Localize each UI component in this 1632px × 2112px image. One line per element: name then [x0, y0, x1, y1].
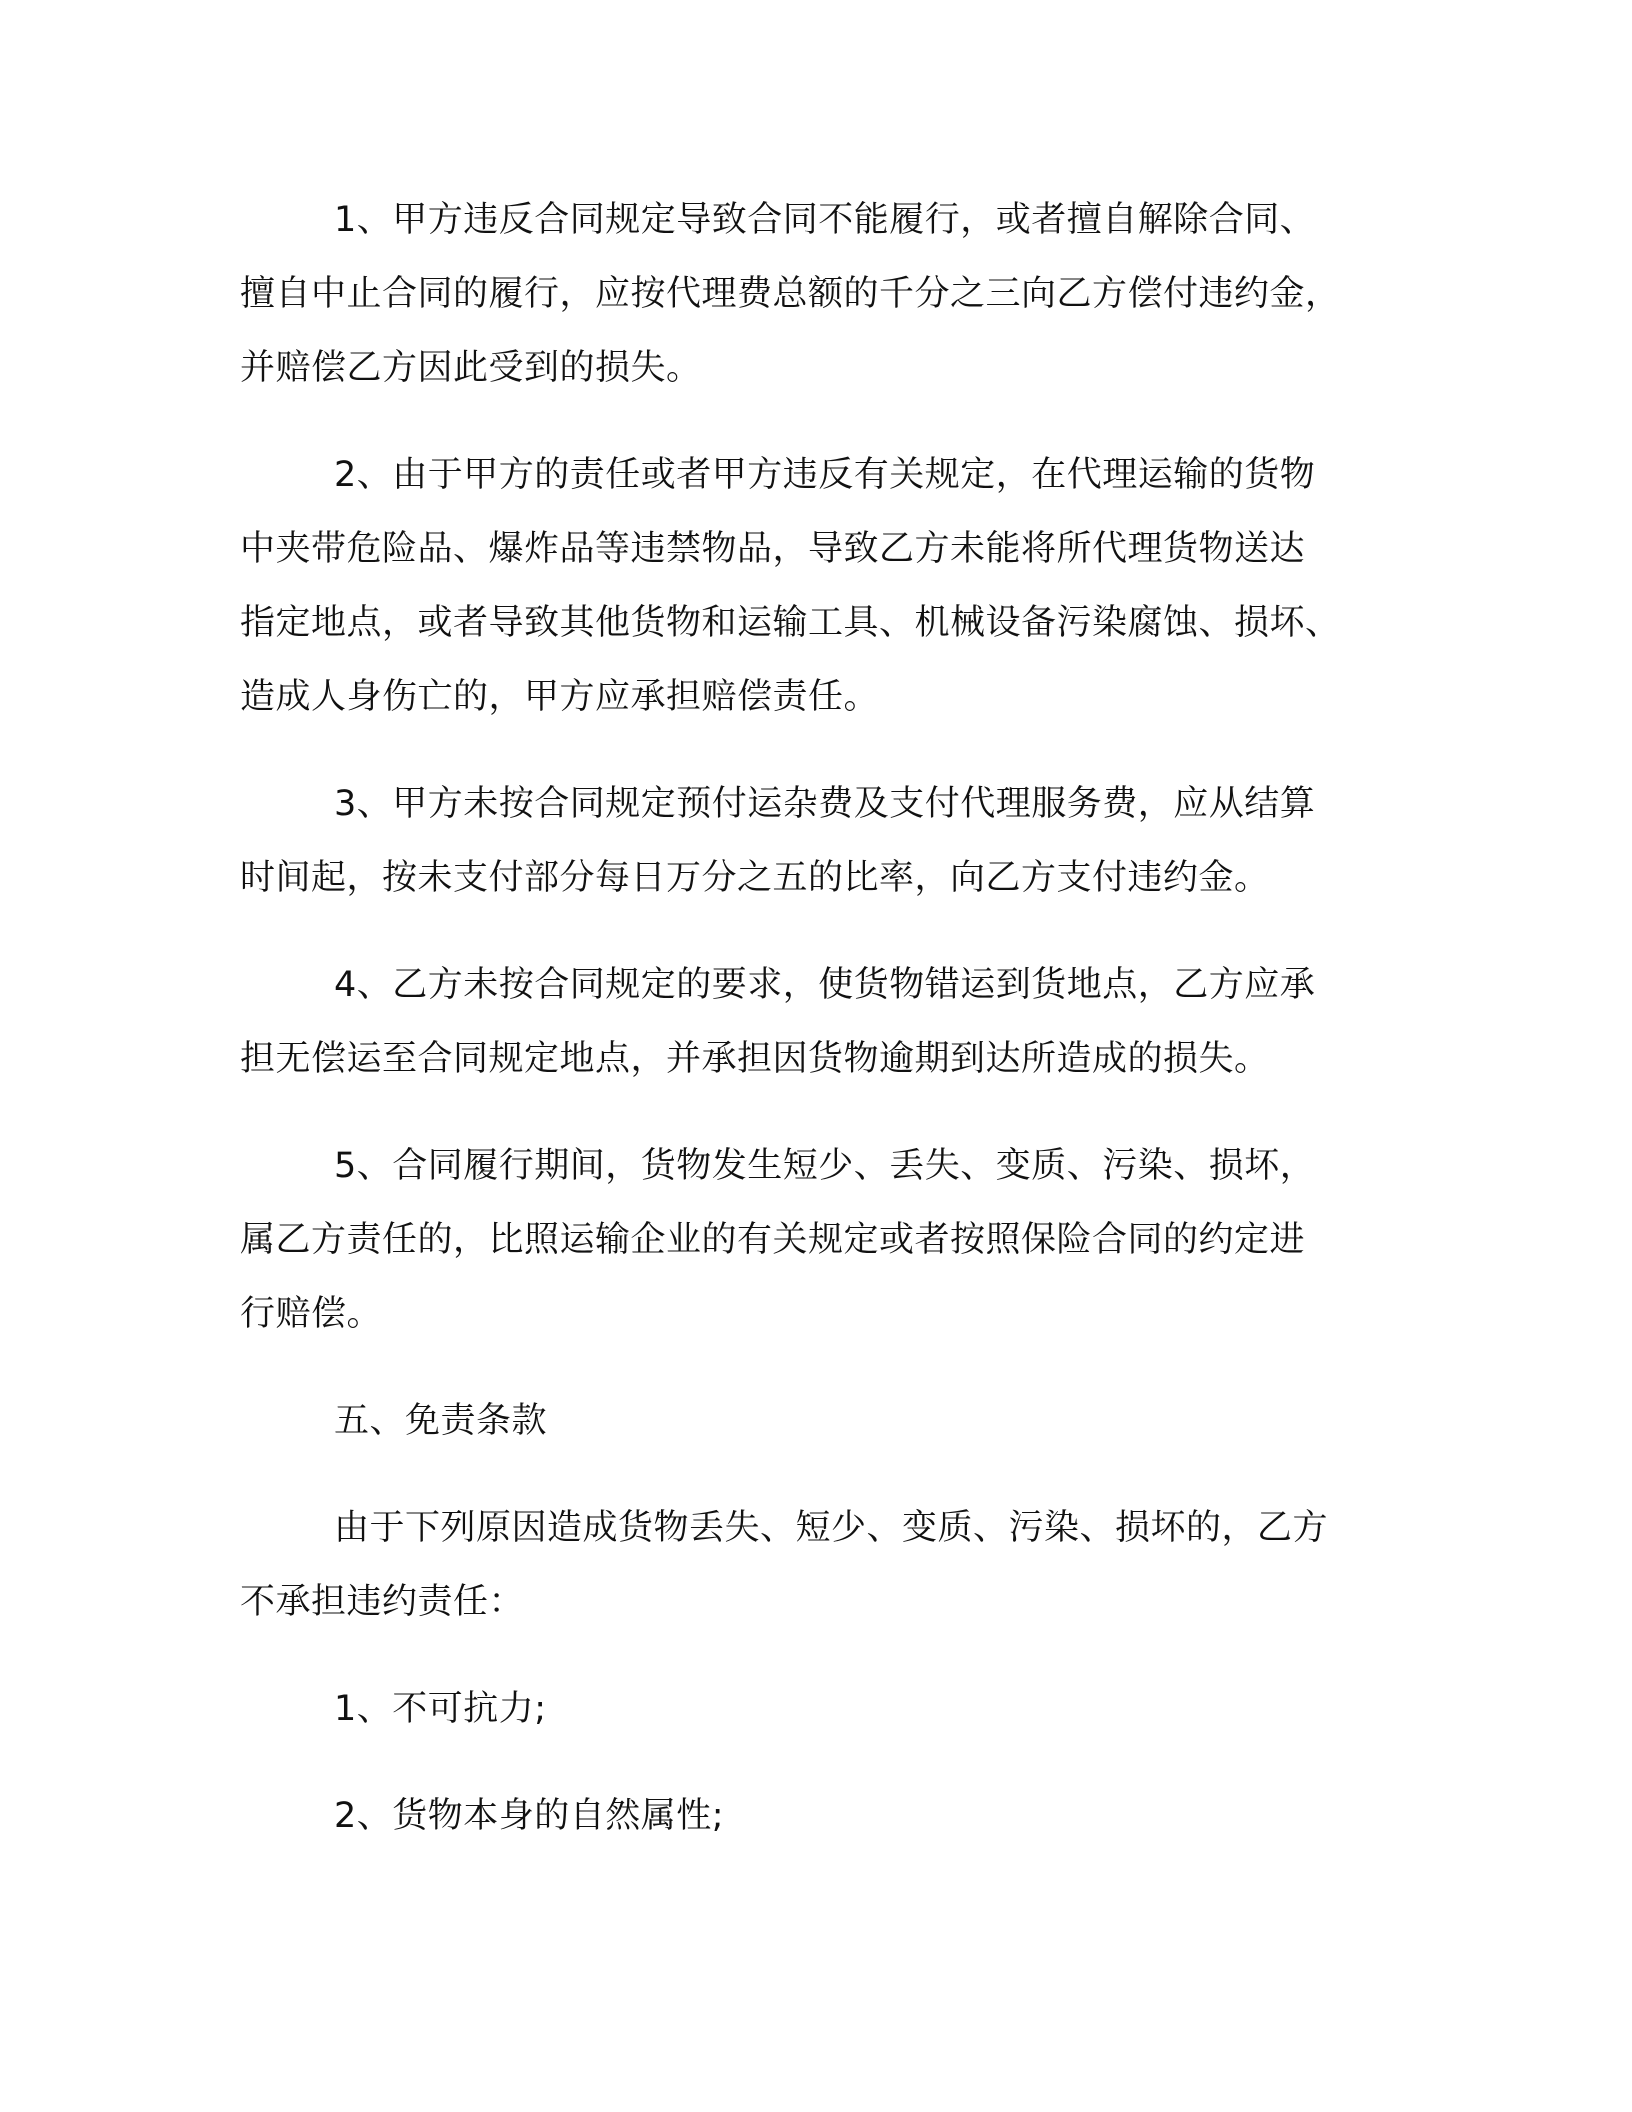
text-line: 擅自中止合同的履行，应按代理费总额的千分之三向乙方偿付违约金， — [240, 274, 1341, 314]
text-line: 行赔偿。 — [240, 1294, 383, 1334]
section-heading — [240, 1384, 1380, 1458]
text-line: 2、货物本身的自然属性; — [334, 1796, 725, 1836]
text-line: 指定地点，或者导致其他货物和运输工具、机械设备污染腐蚀、损坏、 — [240, 603, 1341, 643]
text-line: 1、不可抗力; — [334, 1689, 547, 1729]
exemption-item-2 — [240, 1779, 1380, 1853]
text-line: 2、由于甲方的责任或者甲方违反有关规定，在代理运输的货物 — [334, 455, 1316, 495]
heading-line: 五、免责条款 — [334, 1401, 548, 1441]
text-line: 1、甲方违反合同规定导致合同不能履行，或者擅自解除合同、 — [334, 200, 1316, 240]
document-body — [240, 183, 1380, 1886]
clause-paragraph-4 — [240, 948, 1380, 1096]
text-line: 不承担违约责任： — [240, 1582, 525, 1622]
text-line: 中夹带危险品、爆炸品等违禁物品，导致乙方未能将所代理货物送达 — [240, 529, 1306, 569]
text-line: 属乙方责任的，比照运输企业的有关规定或者按照保险合同的约定进 — [240, 1220, 1306, 1260]
clause-paragraph-1 — [240, 183, 1380, 405]
clause-paragraph-2 — [240, 438, 1380, 734]
text-line: 并赔偿乙方因此受到的损失。 — [240, 348, 702, 388]
text-line: 担无偿运至合同规定地点，并承担因货物逾期到达所造成的损失。 — [240, 1039, 1270, 1079]
clause-paragraph-5 — [240, 1129, 1380, 1351]
text-line: 4、乙方未按合同规定的要求，使货物错运到货地点，乙方应承 — [334, 965, 1316, 1005]
text-line: 3、甲方未按合同规定预付运杂费及支付代理服务费，应从结算 — [334, 784, 1316, 824]
text-line: 时间起，按未支付部分每日万分之五的比率，向乙方支付违约金。 — [240, 858, 1270, 898]
exemption-item-1 — [240, 1672, 1380, 1746]
exemption-intro-paragraph — [240, 1491, 1380, 1639]
text-line: 造成人身伤亡的，甲方应承担赔偿责任。 — [240, 677, 880, 717]
clause-paragraph-3 — [240, 767, 1380, 915]
text-line: 5、合同履行期间，货物发生短少、丢失、变质、污染、损坏， — [334, 1146, 1316, 1186]
text-line: 由于下列原因造成货物丢失、短少、变质、污染、损坏的，乙方 — [334, 1508, 1329, 1548]
